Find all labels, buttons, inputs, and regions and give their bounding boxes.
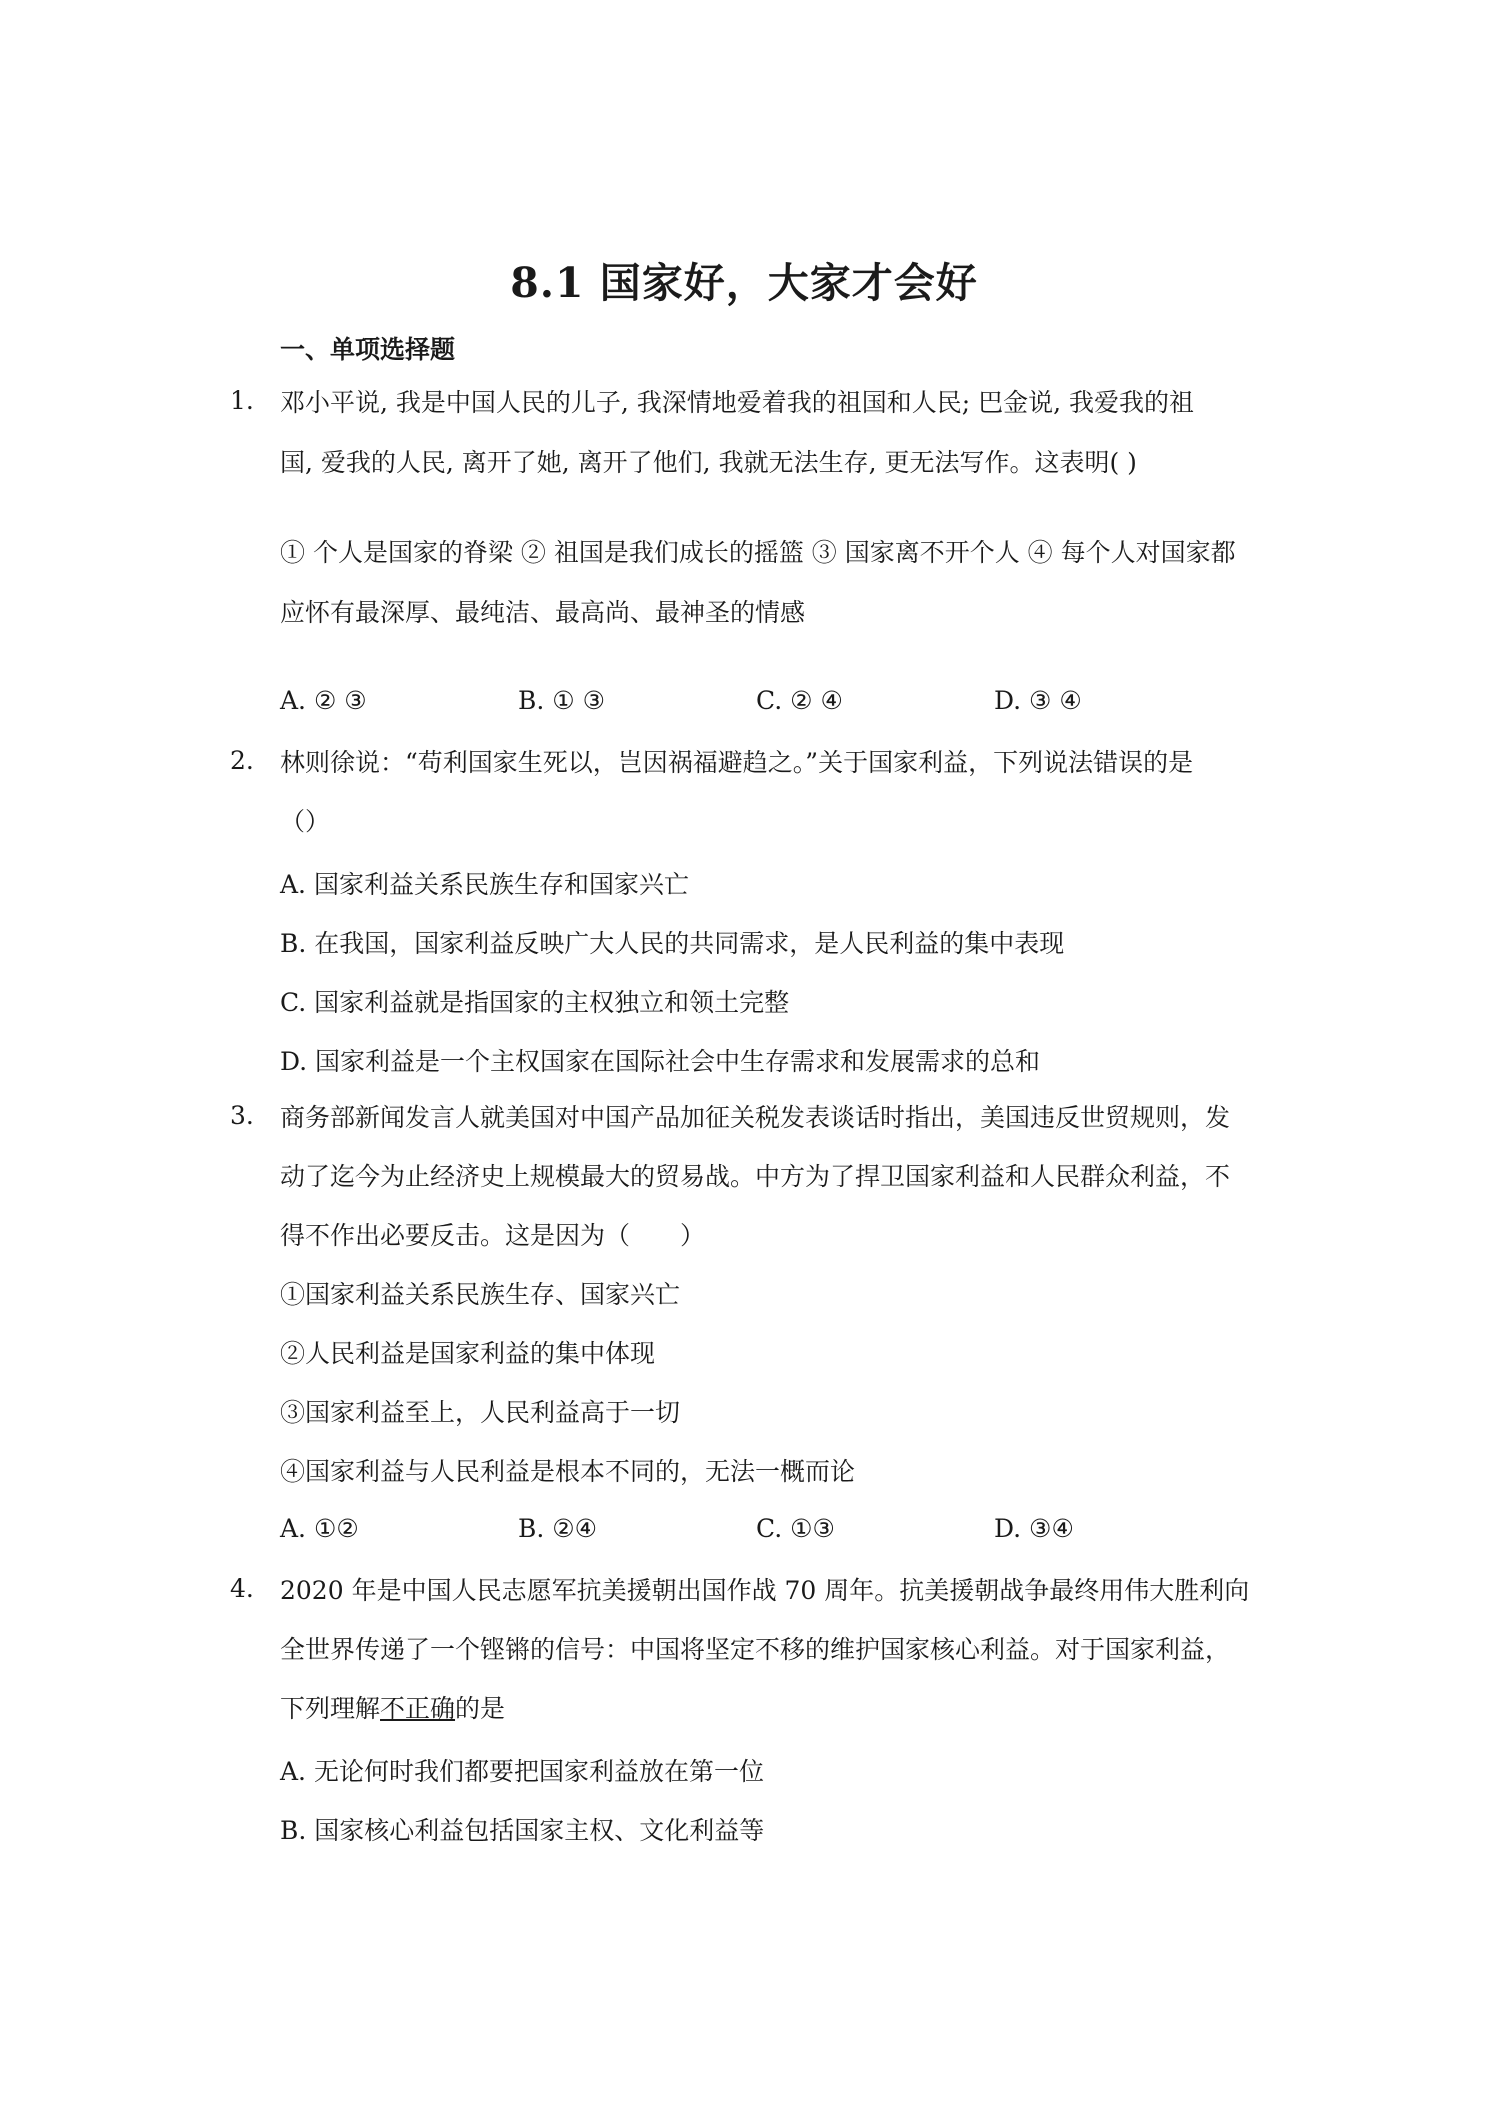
question-1-option-a[interactable]: A. ② ③ — [280, 686, 367, 715]
question-2-text-line: （） — [280, 807, 331, 836]
page-title: 8.1 国家好，大家才会好 — [510, 259, 978, 307]
question-1-option-c[interactable]: C. ② ④ — [756, 686, 843, 715]
question-1-text-line: 国, 爱我的人民, 离开了她, 离开了他们, 我就无法生存, 更无法写作。这表明( ) — [280, 448, 1137, 477]
question-1-statement-line: ① 个人是国家的脊梁 ② 祖国是我们成长的摇篮 ③ 国家离不开个人 ④ 每个人对国家都 — [280, 538, 1236, 567]
section-heading: 一、单项选择题 — [280, 335, 456, 364]
question-1-statement-line: 应怀有最深厚、最纯洁、最高尚、最神圣的情感 — [280, 598, 806, 627]
question-4-number: 4. — [230, 1574, 254, 1603]
question-4-prompt-prefix: 下列理解 — [280, 1694, 381, 1723]
question-1-option-d[interactable]: D. ③ ④ — [994, 686, 1082, 715]
question-3-option-d[interactable]: D. ③④ — [994, 1514, 1074, 1543]
question-4-text-line: 2020 年是中国人民志愿军抗美援朝出国作战 70 周年。抗美援朝战争最终用伟大胜利向 — [280, 1576, 1250, 1605]
question-3-statement: ④国家利益与人民利益是根本不同的，无法一概而论 — [280, 1457, 856, 1486]
question-1-number: 1. — [230, 386, 254, 415]
question-4-underlined-text: 不正确 — [380, 1694, 456, 1723]
question-4-option-a[interactable]: A. 无论何时我们都要把国家利益放在第一位 — [280, 1757, 764, 1786]
question-3-number: 3. — [230, 1101, 254, 1130]
question-3-option-c[interactable]: C. ①③ — [756, 1514, 835, 1543]
question-2-option-a[interactable]: A. 国家利益关系民族生存和国家兴亡 — [280, 870, 689, 899]
question-2-number: 2. — [230, 746, 254, 775]
question-4-text-line: 全世界传递了一个铿锵的信号：中国将坚定不移的维护国家核心利益。对于国家利益， — [280, 1635, 1231, 1664]
question-3-option-a[interactable]: A. ①② — [280, 1514, 359, 1543]
question-2-option-d[interactable]: D. 国家利益是一个主权国家在国际社会中生存需求和发展需求的总和 — [280, 1047, 1041, 1076]
question-2-text-line: 林则徐说：“苟利国家生死以，岂因祸福避趋之。”关于国家利益，下列说法错误的是 — [280, 748, 1194, 777]
question-1-option-b[interactable]: B. ① ③ — [518, 686, 606, 715]
question-4-option-b[interactable]: B. 国家核心利益包括国家主权、文化利益等 — [280, 1816, 765, 1845]
question-3-statement: ③国家利益至上，人民利益高于一切 — [280, 1398, 681, 1427]
question-2-option-c[interactable]: C. 国家利益就是指国家的主权独立和领土完整 — [280, 988, 790, 1017]
question-3-option-b[interactable]: B. ②④ — [518, 1514, 598, 1543]
question-3-text-line: 商务部新闻发言人就美国对中国产品加征关税发表谈话时指出，美国违反世贸规则，发 — [280, 1103, 1231, 1132]
question-2-option-b[interactable]: B. 在我国，国家利益反映广大人民的共同需求，是人民利益的集中表现 — [280, 929, 1065, 958]
question-4-text-line — [280, 1692, 505, 1726]
question-4-prompt-suffix: 的是 — [455, 1694, 506, 1723]
question-3-text-line: 得不作出必要反击。这是因为（ ） — [280, 1221, 706, 1250]
question-3-statement: ①国家利益关系民族生存、国家兴亡 — [280, 1280, 681, 1309]
question-1-text-line: 邓小平说, 我是中国人民的儿子, 我深情地爱着我的祖国和人民; 巴金说, 我爱我的祖 — [280, 388, 1195, 417]
question-3-text-line: 动了迄今为止经济史上规模最大的贸易战。中方为了捍卫国家利益和人民群众利益，不 — [280, 1162, 1231, 1191]
question-3-statement: ②人民利益是国家利益的集中体现 — [280, 1339, 656, 1368]
